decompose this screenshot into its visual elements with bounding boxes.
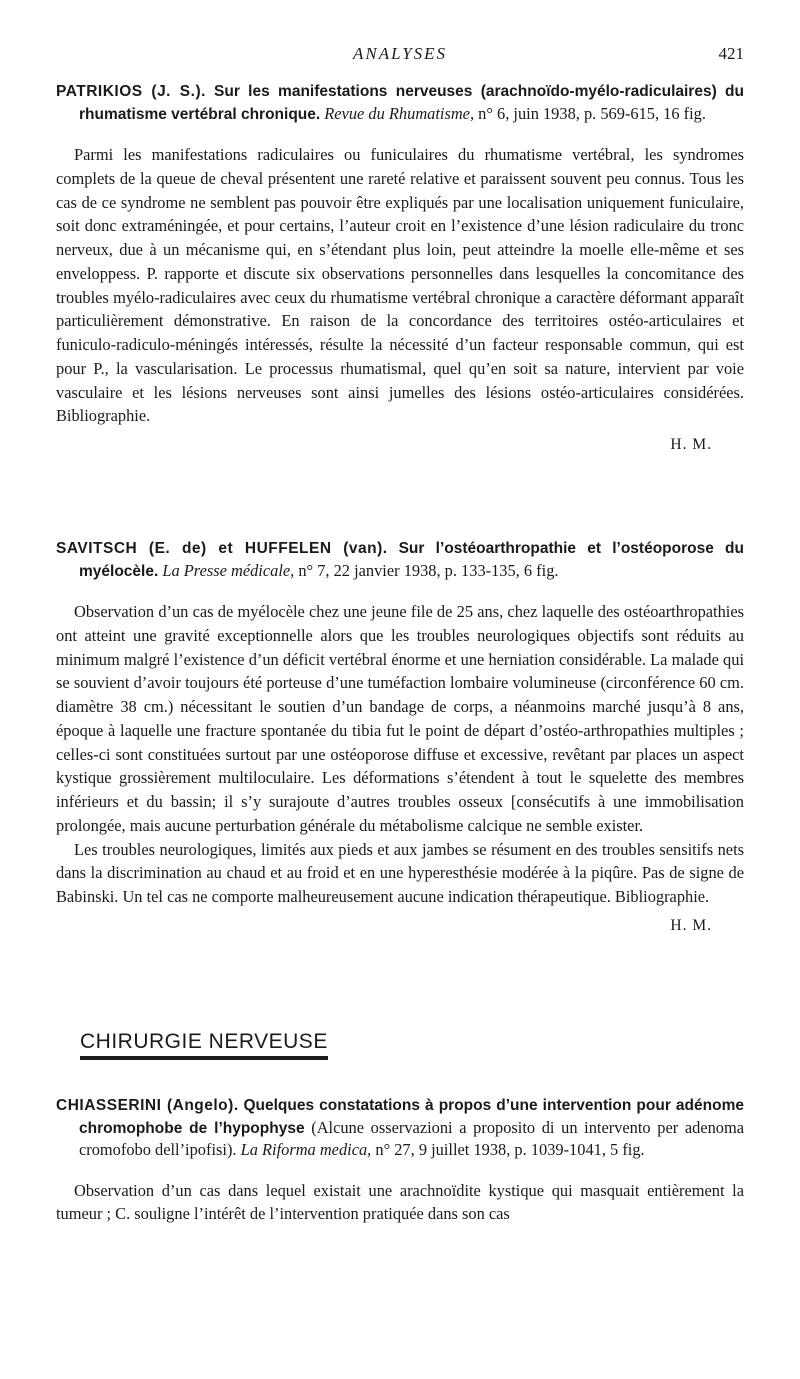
entry-author: PATRIKIOS (J. S.).: [56, 83, 206, 100]
entry-paragraph: Observation d’un cas de myélocèle chez une jeune file de 25 ans, chez laquelle des ostéoarthropathies ont atteint une gravité exceptionnelle alors que les troubles neurologiques objectifs sont réduits au minimum malgré l’existence d’un déficit vertébral énorme et une herniation considérable. La malade qui se souvient d’avoir toujours été porteuse d’une tuméfaction lombaire volumineuse (circonférence 60 cm. diamètre 38 cm.) nécessitant le soutien d’un bandage de corps, a néanmoins marché jusqu’à 8 ans, époque à laquelle une fracture spontanée du tibia fut le point de départ d’ostéo-arthropathies multiples ; celles-ci sont constituées surtout par une ostéoporose diffuse et excessive, revêtant par places un aspect kystique grossièrement multiloculaire. Les déformations s’étendent à tout le squelette des membres inférieurs et du bassin; il s’y surajoute d’autres troubles osseux [consécutifs à une immobilisation prolongée, mais aucune perturbation générale du métabolisme calcique ne semble exister.: [56, 602, 744, 835]
entry-reference: n° 27, 9 juillet 1938, p. 1039-1041, 5 fig.: [375, 1140, 645, 1159]
entry-reference: n° 6, juin 1938, p. 569-615, 16 fig.: [478, 103, 706, 123]
entry-author: CHIASSERINI (Angelo).: [56, 1097, 239, 1114]
entry-journal: Revue du Rhumatisme,: [324, 103, 475, 123]
entry-signature: H. M.: [670, 436, 712, 453]
entry-signature: H. M.: [670, 916, 712, 934]
abstract-entry: [56, 80, 744, 454]
abstract-entry: [56, 1094, 744, 1226]
entry-title: Quelques constatations à propos d’une intervention pour adénome chromophobe de l’hypophyse: [79, 1097, 744, 1137]
running-title: ANALYSES: [352, 44, 448, 63]
entry-body: [56, 600, 744, 909]
entry-italian-title: (Alcune osservazioni a proposito di un intervento per adenoma cromofobo dell’ipofisi).: [79, 1117, 745, 1159]
entry-title: Sur l’ostéoarthropathie et l’ostéoporose du myélocèle.: [79, 540, 744, 580]
entry-journal: La Presse médicale,: [162, 560, 295, 580]
entry-body: [56, 1179, 744, 1227]
section-heading: CHIRURGIE NERVEUSE: [80, 1030, 328, 1060]
entry-reference: n° 7, 22 janvier 1938, p. 133-135, 6 fig.: [298, 560, 559, 580]
entry-paragraph: Les troubles neurologiques, limités aux pieds et aux jambes se résument en des troubles sensitifs nets dans la discrimination au chaud et au froid et en une hyperesthésie modérée à la piqûre. Pas de signe de Babinski. Un tel cas ne comporte malheureusement aucune indication thérapeutique. Bibliographie.: [56, 839, 744, 906]
entry-heading: [56, 1094, 744, 1161]
entry-title: Sur les manifestations nerveuses (arachnoïdo-myélo-radiculaires) du rhumatisme vertébral chronique.: [79, 83, 744, 123]
entry-heading: [56, 537, 744, 582]
entry-paragraph: Parmi les manifestations radiculaires ou funiculaires du rhumatisme vertébral, les syndromes complets de la queue de cheval présentent une rareté relative et paraissent souvent peu connus. Tous les cas de ce syndrome ne semblent pas pouvoir être expliqués par une localisation uniquement funiculaire, soit donc extraméningée, et pour certains, l’auteur croit en l’existence d’une lésion radiculaire du tronc nerveux, due à un mécanisme qui, en s’étendant plus loin, peut atteindre la moelle elle-même et ses enveloppess. P. rapporte et discute six observations personnelles dans lesquelles la concomitance des troubles myélo-radiculaires avec ceux du rhumatisme vertébral chronique a caractère déformant apparaît particulièrement démonstrative. En raison de la concordance des territoires ostéo-articulaires et funiculo-radiculo-méningés intéressés, résulte la nécessité d’un facteur responsable commun, qui est pour P., la vascularisation. Le processus rhumatismal, quel qu’en soit sa nature, intervient par voie vasculaire et les lésions nerveuses sont ainsi jumelles des lésions ostéo-articulaires considérées. Bibliographie.: [56, 145, 744, 426]
running-header: [56, 44, 744, 68]
entry-body: [56, 143, 744, 428]
abstract-entry: [56, 537, 744, 935]
entry-author: SAVITSCH (E. de) et HUFFELEN (van).: [56, 540, 388, 557]
entry-journal: La Riforma medica,: [240, 1140, 372, 1159]
entry-paragraph: Observation d’un cas dans lequel existait une arachnoïdite kystique qui masquait entièrement la tumeur ; C. souligne l’intérêt de l’intervention pratiquée dans son cas: [56, 1180, 744, 1224]
page-number: 421: [718, 44, 744, 63]
entry-heading: [56, 80, 744, 125]
